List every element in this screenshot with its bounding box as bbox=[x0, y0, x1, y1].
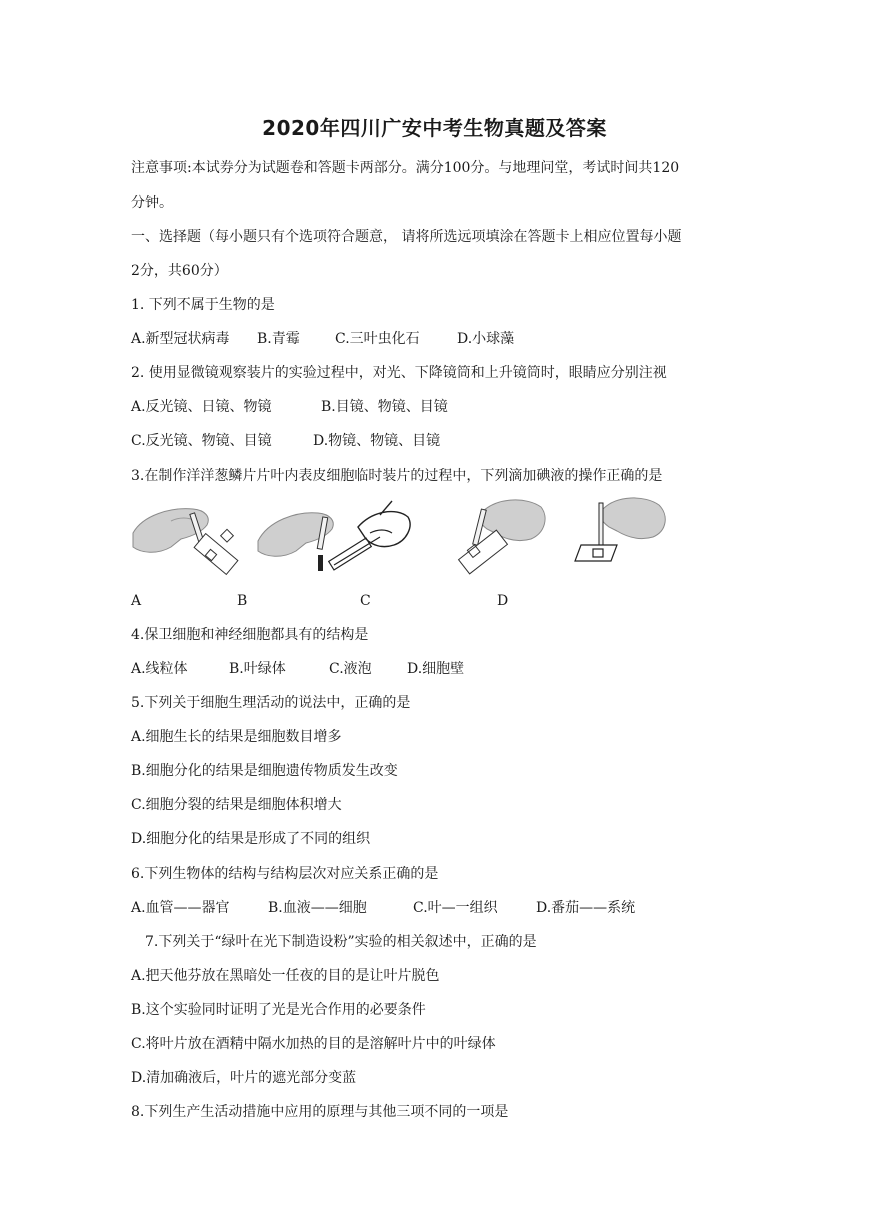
figure-c-dropper-illustration bbox=[429, 493, 549, 581]
figure-b-dropper-illustration bbox=[254, 493, 414, 581]
option-b: B.血液——细胞 bbox=[268, 900, 367, 916]
question-5-option-c: C.细胞分裂的结果是细胞体积增大 bbox=[131, 797, 342, 813]
option-d: D.细胞壁 bbox=[407, 661, 465, 677]
option-c: C.液泡 bbox=[329, 661, 372, 677]
question-7-option-d: D.清加确液后，叶片的遮光部分变蓝 bbox=[131, 1070, 357, 1086]
question-7-stem: 7.下列关于“绿叶在光下制造设粉”实验的相关叙述中，正确的是 bbox=[145, 934, 537, 950]
option-b: B.叶绿体 bbox=[229, 661, 286, 677]
option-d: D.小球藻 bbox=[457, 331, 515, 347]
question-7-option-a: A.把天他芬放在黑暗处一任夜的目的是让叶片脱色 bbox=[131, 968, 440, 984]
question-4-options bbox=[131, 660, 464, 678]
option-c: C.三叶虫化石 bbox=[335, 331, 420, 347]
option-c: C.叶—一组织 bbox=[413, 900, 498, 916]
option-b: B.青霉 bbox=[257, 331, 300, 347]
section-heading-line-2: 2分，共60分） bbox=[131, 263, 228, 279]
notice-line-1: 注意事项:本试券分为试题卷和答题卡两部分。满分100分。与地理问堂，考试时间共120 bbox=[131, 160, 680, 176]
question-5-option-a: A.细胞生长的结果是细胞数目增多 bbox=[131, 729, 342, 745]
figure-label-c: C bbox=[360, 593, 371, 609]
section-heading-line-1: 一、选择题（每小题只有个选项符合题意， 请将所选远项填涂在答题卡上相应位置每小题 bbox=[131, 229, 682, 245]
question-2-options-row-2 bbox=[131, 432, 440, 450]
option-a: A.新型冠状病毒 bbox=[131, 331, 230, 347]
question-3-stem: 3.在制作洋洋葱鳞片片叶内表皮细胞临时装片的过程中，下列滴加碘液的操作正确的是 bbox=[131, 468, 663, 484]
figure-d-dropper-illustration bbox=[571, 493, 671, 581]
page-title: 2020年四川广安中考生物真题及答案 bbox=[262, 116, 607, 140]
question-4-stem: 4.保卫细胞和神经细胞都具有的结构是 bbox=[131, 627, 369, 643]
notice-line-2: 分钟。 bbox=[131, 195, 173, 211]
option-d: D.番茄——系统 bbox=[536, 900, 636, 916]
option-a: A.血管——器官 bbox=[131, 900, 230, 916]
option-b: B.目镜、物镜、目镜 bbox=[321, 399, 448, 415]
figure-label-b: B bbox=[237, 593, 248, 609]
question-3-figures bbox=[131, 493, 671, 585]
question-5-option-d: D.细胞分化的结果是形成了不同的组织 bbox=[131, 831, 371, 847]
option-a: A.反光镜、日镜、物镜 bbox=[131, 399, 272, 415]
figure-a-dropper-illustration bbox=[131, 493, 241, 581]
question-7-option-b: B.这个实验同时证明了光是光合作用的必要条件 bbox=[131, 1002, 426, 1018]
figure-label-a: A bbox=[131, 593, 142, 609]
question-1-stem: 1. 下列不属于生物的是 bbox=[131, 297, 275, 313]
question-8-stem: 8.下列生产生活动措施中应用的原理与其他三项不同的一项是 bbox=[131, 1104, 509, 1120]
question-6-stem: 6.下列生物体的结构与结构层次对应关系正确的是 bbox=[131, 866, 439, 882]
question-7-option-c: C.将叶片放在酒精中隔水加热的目的是溶解叶片中的叶绿体 bbox=[131, 1036, 496, 1052]
question-2-options-row-1 bbox=[131, 398, 448, 416]
question-5-option-b: B.细胞分化的结果是细胞遗传物质发生改变 bbox=[131, 763, 398, 779]
option-c: C.反光镜、物镜、目镜 bbox=[131, 433, 272, 449]
figure-label-d: D bbox=[497, 593, 509, 609]
option-a: A.线粒体 bbox=[131, 661, 188, 677]
question-1-options bbox=[131, 330, 514, 348]
question-2-stem: 2. 使用显微镜观察装片的实验过程中，对光、下降镜筒和上升镜筒时，眼睛应分别注视 bbox=[131, 365, 667, 381]
option-d: D.物镜、物镜、目镜 bbox=[313, 433, 441, 449]
question-5-stem: 5.下列关于细胞生理活动的说法中，正确的是 bbox=[131, 695, 411, 711]
question-6-options bbox=[131, 899, 635, 917]
